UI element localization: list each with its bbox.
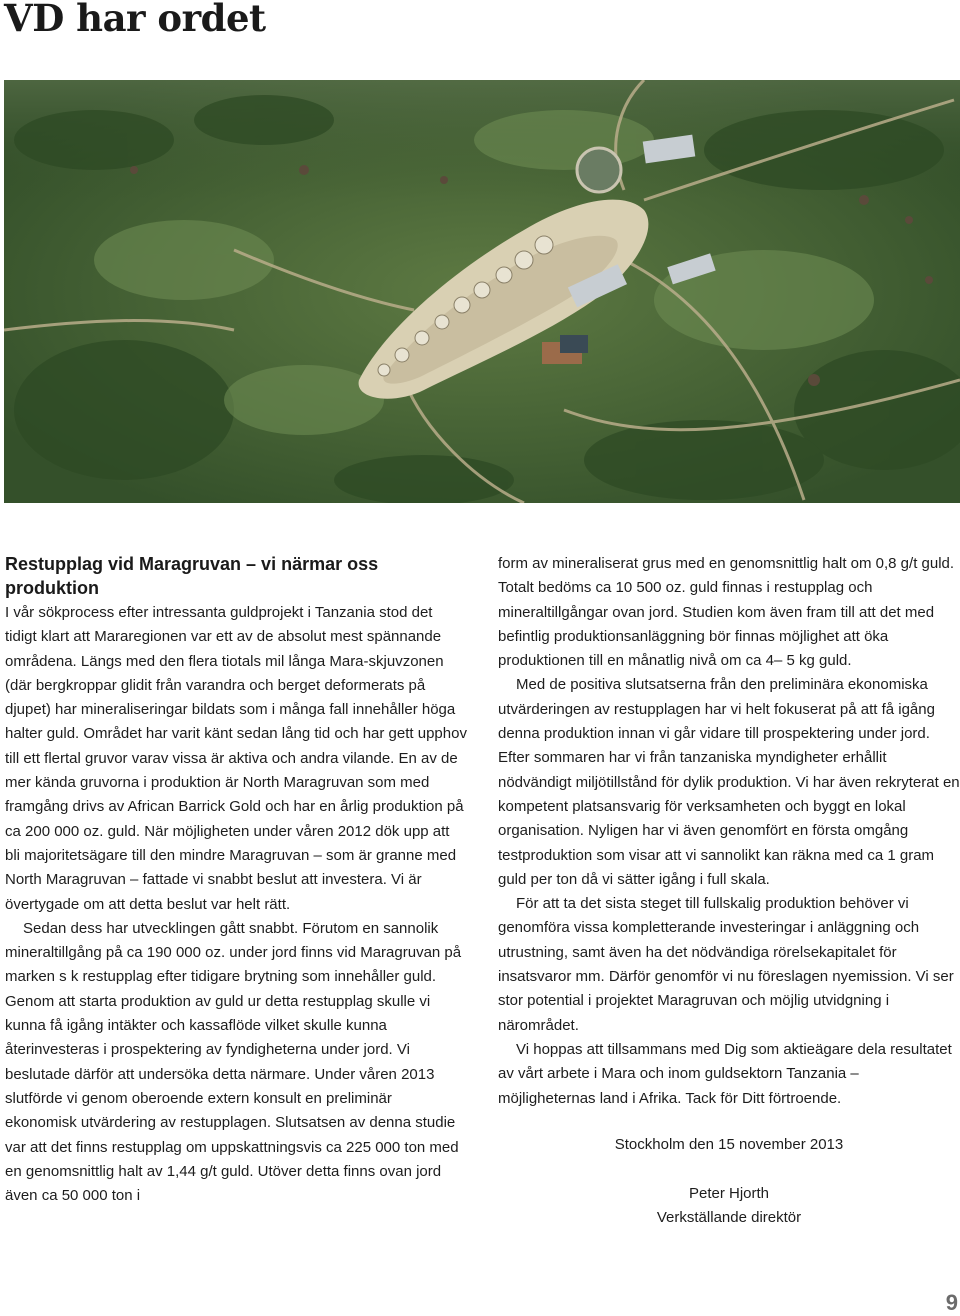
article-heading: Restupplag vid Maragruvan – vi närmar oss produktion bbox=[5, 554, 379, 598]
signature-role: Verkställande direktör bbox=[656, 1209, 802, 1226]
article-paragraph: form av mineraliserat grus med en genomsnittlig halt om 0,8 g/t guld. Totalt bedöms ca 10 500 oz. guld finnas i restupplag och mineraltillgångar ovan jord. Studien kom även fram till att det med befintlig produktionsanläggning bör finnas möjlighet att öka produktionen till en månatlig nivå om ca 4– 5 kg guld. bbox=[498, 555, 955, 670]
article-right-column bbox=[498, 552, 960, 1111]
article-paragraph: Med de positiva slutsatserna från den preliminära ekonomiska utvärderingen av restupplagen har vi helt fokuserat på att få igång denna produktion innan vi går vidare till prospektering under jord. Efter sommaren har vi från tanzaniska myndigheter erhållit nödvändigt miljötillstånd för dylik produktion. Vi har även rekryterat en kompetent platsansvarig för verksamheten och byggt en lokal organisation. Nyligen har vi även genomfört en första omgång testproduktion som visar att vi sannolikt kan räkna med ca 1 gram guld per ton då vi sätter igång i full skala. bbox=[498, 676, 960, 888]
aerial-mine-illustration bbox=[4, 80, 960, 503]
signature-name: Peter Hjorth bbox=[688, 1185, 770, 1202]
article-paragraph: Sedan dess har utvecklingen gått snabbt. Förutom en sannolik mineraltillgång på ca 190 000 oz. under jord finns vid Maragruvan på marken s k restupplag efter tidigare brytning som innehåller guld. Genom att starta produktion av guld ur detta restupplag skulle vi kunna få igång intäkter och kassaflöde vilket skulle kunna återinvesteras i prospektering av fyndigheterna under jord. Vi beslutade därför att undersöka detta närmare. Under våren 2013 slutförde vi genom oberoende extern konsult en preliminär ekonomisk utvärdering av restupplagen. Slutsatsen av denna studie var att det finns restupplag om uppskattningsvis ca 225 000 ton med en genomsnittlig halt av 1,44 g/t guld. Utöver detta finns ovan jord även ca 50 000 ton i bbox=[5, 919, 462, 1205]
page-title: VD har ordet bbox=[4, 0, 266, 40]
article-paragraph: För att ta det sista steget till fullskalig produktion behöver vi genomföra vissa kompletterande investeringar i anläggning och utrustning, samt även ha det nödvändiga rörelsekapitalet för insatsvaror mm. Därför genomför vi nu föreslagen nyemission. Vi ser stor potential i projektet Maragruvan och möjlig utvidgning i närområdet. bbox=[498, 895, 954, 1034]
page-number: 9 bbox=[945, 1290, 958, 1315]
article-paragraph: I vår sökprocess efter intressanta guldprojekt i Tanzania stod det tidigt klart att Mararegionen var ett av de absolut mest spännande områdena. Längs med den flera tiotals mil långa Mara-skjuvzonen (där bergkroppar glidit från varandra och berget deformerats på djupet) har mineraliseringar bildats som i många fall innehåller höga halter guld. Området har varit känt sedan lång tid och har gett upphov till ett flertal gruvor varav vissa är aktiva och andra vilande. En av de mer kända gruvorna i produktion är North Maragruvan som med framgång drivs av African Barrick Gold och har en årlig produktion på ca 200 000 oz. guld. När möjligheten under våren 2012 dök upp att bli majoritetsägare till den mindre Maragruvan – som är granne med North Maragruvan – fattade vi snabbt beslut att investera. Vi är övertygade om att detta beslut var helt rätt. bbox=[5, 604, 467, 913]
article-left-column bbox=[5, 552, 467, 1208]
aerial-mine-photo bbox=[4, 80, 960, 503]
article-paragraph: Vi hoppas att tillsammans med Dig som aktieägare dela resultatet av vårt arbete i Mara och inom guldsektorn Tanzania – möjligheternas land i Afrika. Tack för Ditt förtroende. bbox=[498, 1040, 952, 1107]
signature-place-date: Stockholm den 15 november 2013 bbox=[614, 1136, 844, 1153]
